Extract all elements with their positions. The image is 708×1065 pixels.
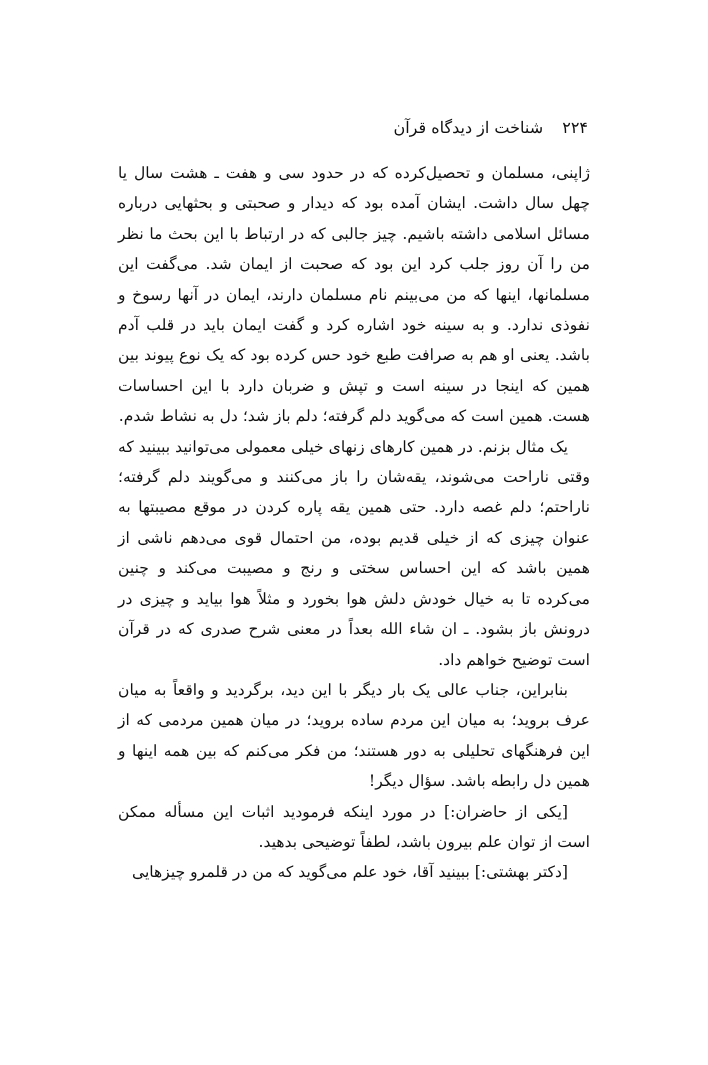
running-title: شناخت از دیدگاه قرآن [393,118,544,137]
page-number: ۲۲۴ [562,118,588,137]
paragraph: [یکی از حاضران:] در مورد اینکه فرمودید اثبات این مسأله ممکن است از توان علم بیرون باشد، لطفاً توضیحی بدهید. [118,802,590,851]
body-text [118,158,590,888]
paragraph: یک مثال بزنم. در همین کارهای زنهای خیلی معمولی می‌توانید ببینید که وقتی ناراحت می‌شوند، یقه‌شان را باز می‌کنند و می‌گویند دلم گرفته؛ ناراحتم؛ دلم غصه دارد. حتی همین یقه پاره کردن در موقع مصیبتها به عنوان چیزی که از خیلی قدیم بوده، من احتمال قوی می‌دهم ناشی از همین باشد که این احساس سختی و رنج و مصیبت می‌کند و چنین می‌کرده تا به خیال خودش دلش هوا بخورد و مثلاً هوا بیاید و چیزی در درونش باز بشود. ـ ان شاء الله بعداً در معنی شرح صدری که در قرآن است توضیح خواهم داد. [118,437,590,669]
paragraph: بنابراین، جناب عالی یک بار دیگر با این دید، برگردید و واقعاً به میان عرف بروید؛ به میان این مردم ساده بروید؛ در میان همین مردمی که از این فرهنگهای تحلیلی به دور هستند؛ من فکر می‌کنم که بین همه اینها و همین دل رابطه باشد. سؤال دیگر! [118,680,590,791]
page-header [393,118,588,137]
paragraph: [دکتر بهشتی:] ببینید آقا، خود علم می‌گوید که من در قلمرو چیزهایی [131,863,568,882]
paragraph: ژاپنی، مسلمان و تحصیل‌کرده که در حدود سی و هفت ـ هشت سال یا چهل سال داشت. ایشان آمده بود که دیدار و صحبتی و بحثهایی درباره مسائل اسلامی داشته باشیم. چیز جالبی که در ارتباط با این بحث ما نظر من را آن روز جلب کرد این بود که صحبت از ایمان شد. می‌گفت این مسلمانها، اینها که من می‌بینم نام مسلمان دارند، ایمان در آنها رسوخ و نفوذی ندارد. و به سینه خود اشاره کرد و گفت ایمان باید در قلب آدم باشد. یعنی او هم به صرافت طبع خود حس کرده بود که یک نوع پیوند بین همین که اینجا در سینه است و تپش و ضربان دارد با این احساسات هست. همین است که می‌گوید دلم گرفته؛ دلم باز شد؛ دل به نشاط شدم. [118,164,590,426]
